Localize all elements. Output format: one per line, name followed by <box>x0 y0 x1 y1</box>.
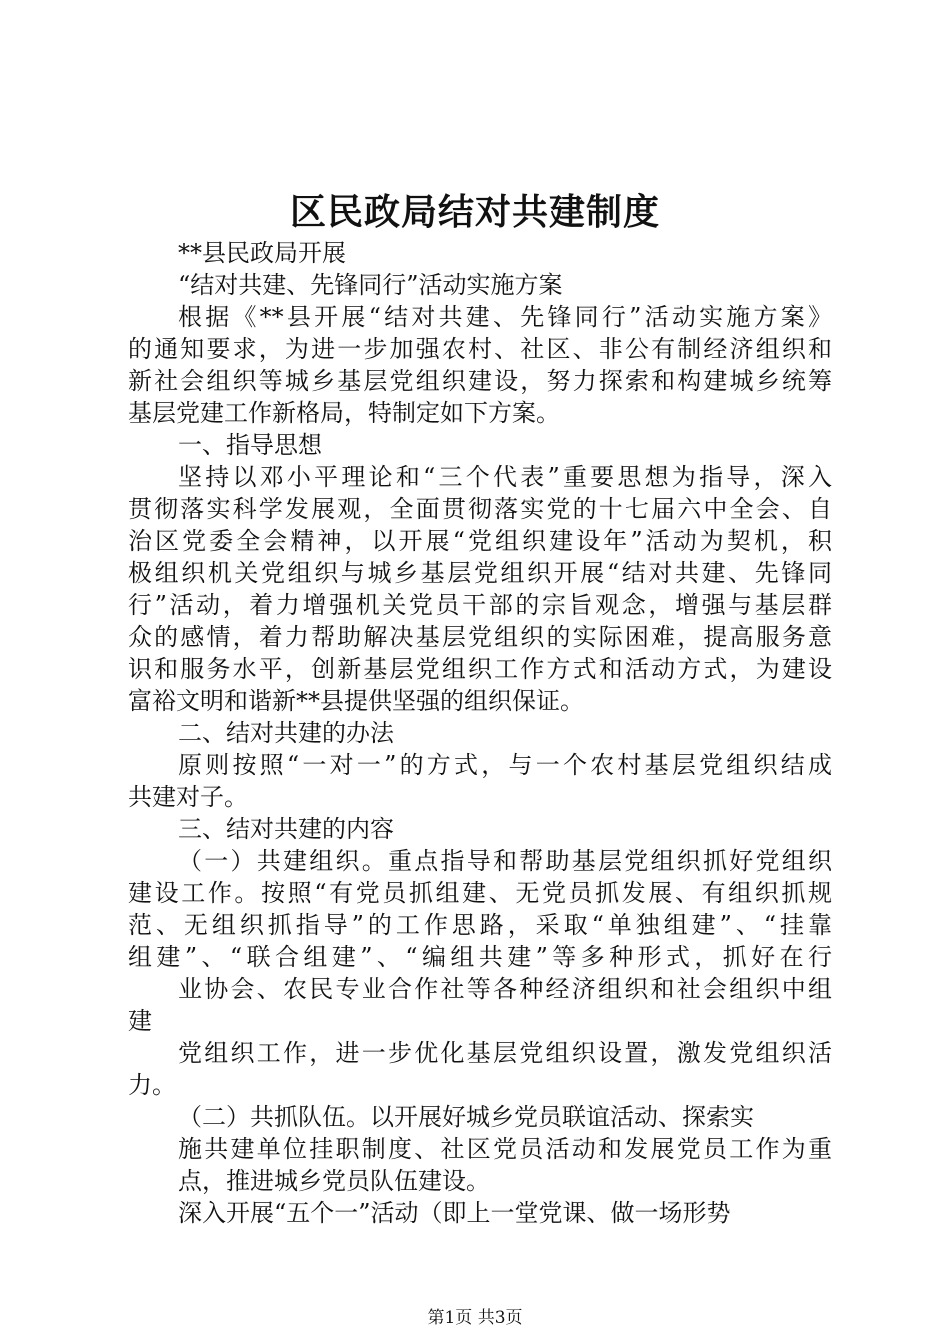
text-line: 建设工作。按照“有党员抓组建、无党员抓发展、有组织抓规 <box>128 879 832 907</box>
text-line: （一）共建组织。重点指导和帮助基层党组织抓好党组织 <box>178 847 832 875</box>
text-line: 力。 <box>128 1071 176 1099</box>
text-line: 坚持以邓小平理论和“三个代表”重要思想为指导，深入 <box>178 463 832 491</box>
text-line: 点，推进城乡党员队伍建设。 <box>178 1167 490 1195</box>
text-line: 识和服务水平，创新基层党组织工作方式和活动方式，为建设 <box>128 655 832 683</box>
text-line: 建 <box>128 1007 152 1035</box>
text-line: 新社会组织等城乡基层党组织建设，努力探索和构建城乡统筹 <box>128 367 832 395</box>
section-heading: 一、指导思想 <box>178 431 322 459</box>
text-line: **县民政局开展 <box>178 239 346 267</box>
text-line: 范、无组织抓指导”的工作思路，采取“单独组建”、“挂靠 <box>128 911 832 939</box>
text-line: 党组织工作，进一步优化基层党组织设置，激发党组织活 <box>178 1039 832 1067</box>
text-line: （二）共抓队伍。以开展好城乡党员联谊活动、探索实 <box>178 1103 754 1131</box>
text-line: 基层党建工作新格局，特制定如下方案。 <box>128 399 560 427</box>
text-line: 施共建单位挂职制度、社区党员活动和发展党员工作为重 <box>178 1135 832 1163</box>
text-line: 行”活动，着力增强机关党员干部的宗旨观念，增强与基层群 <box>128 591 832 619</box>
text-line: 富裕文明和谐新**县提供坚强的组织保证。 <box>128 687 584 715</box>
text-line: 的通知要求，为进一步加强农村、社区、非公有制经济组织和 <box>128 335 832 363</box>
section-heading: 三、结对共建的内容 <box>178 815 394 843</box>
text-line: 治区党委全会精神，以开展“党组织建设年”活动为契机，积 <box>128 527 832 555</box>
text-line: 原则按照“一对一”的方式，与一个农村基层党组织结成 <box>178 751 832 779</box>
text-line: “结对共建、先锋同行”活动实施方案 <box>178 271 563 299</box>
text-line: 共建对子。 <box>128 783 248 811</box>
page-footer: 第1页 共3页 <box>427 1308 523 1328</box>
text-line: 组建”、“联合组建”、“编组共建”等多种形式，抓好在行 <box>128 943 832 971</box>
section-heading: 二、结对共建的办法 <box>178 719 394 747</box>
text-line: 深入开展“五个一”活动（即上一堂党课、做一场形势 <box>178 1199 731 1227</box>
text-line: 众的感情，着力帮助解决基层党组织的实际困难，提高服务意 <box>128 623 832 651</box>
text-line: 业协会、农民专业合作社等各种经济组织和社会组织中组 <box>178 975 832 1003</box>
text-line: 贯彻落实科学发展观，全面贯彻落实党的十七届六中全会、自 <box>128 495 832 523</box>
text-line: 根据《**县开展“结对共建、先锋同行”活动实施方案》 <box>178 303 832 331</box>
text-line: 极组织机关党组织与城乡基层党组织开展“结对共建、先锋同 <box>128 559 832 587</box>
document-title: 区民政局结对共建制度 <box>289 191 660 233</box>
